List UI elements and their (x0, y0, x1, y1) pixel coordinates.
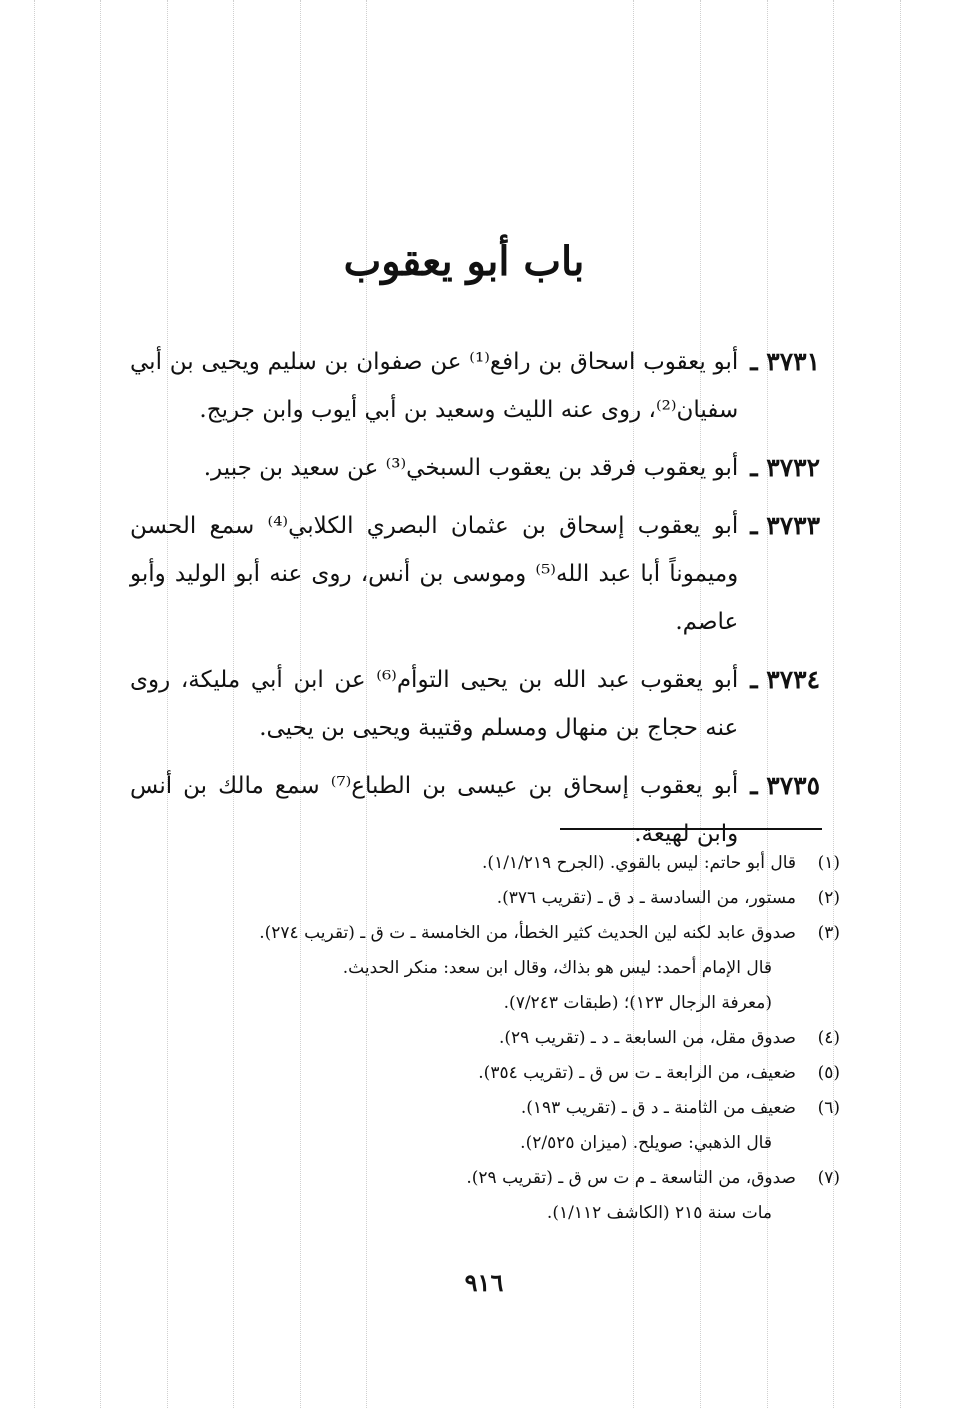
footnote-line: (معرفة الرجال ١٢٣)؛ (طبقات ٧/٢٤٣). (503, 993, 772, 1013)
entry-item (130, 762, 820, 858)
footnote-line: مستور، من السادسة ـ د ق ـ (تقريب ٣٧٦). (496, 888, 796, 908)
footnote (150, 916, 840, 1021)
footnote-line: ضعيف من الثامنة ـ د ق ـ (تقريب ١٩٣). (520, 1098, 796, 1118)
entry-item (130, 338, 820, 434)
footnote-number: (٣) (817, 923, 840, 943)
entry-number: ٣٧٣٢ ـ (750, 453, 820, 482)
entry-number: ٣٧٣٤ ـ (750, 665, 820, 694)
entry-item (130, 656, 820, 752)
footnote-divider (560, 828, 822, 830)
footnote-body (150, 1161, 796, 1231)
entry-text: أبو يعقوب فرقد بن يعقوب السبخي⁽³⁾ عن سعيد بن جبير. (203, 455, 739, 481)
footnote-number: (٤) (817, 1028, 840, 1048)
footnote-line: قال أبو حاتم: ليس بالقوي. (الجرح ١/١/٢١٩). (482, 853, 796, 873)
entry-number: ٣٧٣٥ ـ (750, 771, 820, 800)
footnote (150, 881, 840, 916)
footnote-body (150, 846, 796, 881)
footnote-line: ضعيف، من الرابعة ـ ت س ق ـ (تقريب ٣٥٤). (478, 1063, 796, 1083)
page-number: ٩١٦ (464, 1268, 504, 1297)
footnote-body (150, 1056, 796, 1091)
footnote-line: صدوق، من التاسعة ـ م ت س ق ـ (تقريب ٢٩). (466, 1168, 796, 1188)
entries-list (130, 338, 820, 868)
footnote (150, 1021, 840, 1056)
footnote-line: قال الإمام أحمد: ليس هو بذاك، وقال ابن سعد: منكر الحديث. (342, 958, 772, 978)
entry-text: أبو يعقوب اسحاق بن رافع⁽¹⁾ عن صفوان بن سليم ويحيى بن أبي سفيان⁽²⁾، روى عنه الليث وسعيد بن أبي أيوب وابن جريج. (130, 349, 739, 423)
footnote (150, 1056, 840, 1091)
footnote (150, 846, 840, 881)
chapter-title: باب أبو يعقوب (343, 238, 585, 285)
footnote-number: (١) (817, 853, 840, 873)
footnote-number: (٢) (817, 888, 840, 908)
entry-text: أبو يعقوب عبد الله بن يحيى التوأم⁽⁶⁾ عن ابن أبي مليكة، روى عنه حجاج بن منهال ومسلم وقتيبة ويحيى بن يحيى. (130, 667, 739, 741)
entry-text: أبو يعقوب إسحاق بن عيسى بن الطباع⁽⁷⁾ سمع مالك بن أنس وابن لهيعة. (130, 773, 739, 847)
footnote-line: صدوق عابد لكنه لين الحديث كثير الخطأ، من الخامسة ـ ت ق ـ (تقريب ٢٧٤). (259, 923, 796, 943)
footnotes-list (150, 846, 840, 1231)
footnote-number: (٥) (817, 1063, 840, 1083)
entry-item (130, 502, 820, 646)
footnote-body (150, 1091, 796, 1161)
footnote-line: قال الذهبي: صويلح. (ميزان ٢/٥٢٥). (520, 1133, 772, 1153)
footnote-line: مات سنة ٢١٥ (الكاشف ١/١١٢). (546, 1203, 772, 1223)
entry-item (130, 444, 820, 492)
entry-text: أبو يعقوب إسحاق بن عثمان البصري الكلابي⁽⁴⁾ سمع الحسن وميموناً أبا عبد الله⁽⁵⁾ وموسى بن أنس، روى عنه أبو الوليد وأبو عاصم. (130, 513, 739, 635)
entry-number: ٣٧٣١ ـ (750, 347, 820, 376)
footnote (150, 1091, 840, 1161)
footnote (150, 1161, 840, 1231)
footnote-number: (٦) (817, 1098, 840, 1118)
footnote-body (150, 881, 796, 916)
entry-number: ٣٧٣٣ ـ (750, 511, 820, 540)
footnote-body (150, 916, 796, 1021)
footnote-line: صدوق مقل، من السابعة ـ د ـ (تقريب ٢٩). (498, 1028, 796, 1048)
footnote-number: (٧) (817, 1168, 840, 1188)
footnote-body (150, 1021, 796, 1056)
